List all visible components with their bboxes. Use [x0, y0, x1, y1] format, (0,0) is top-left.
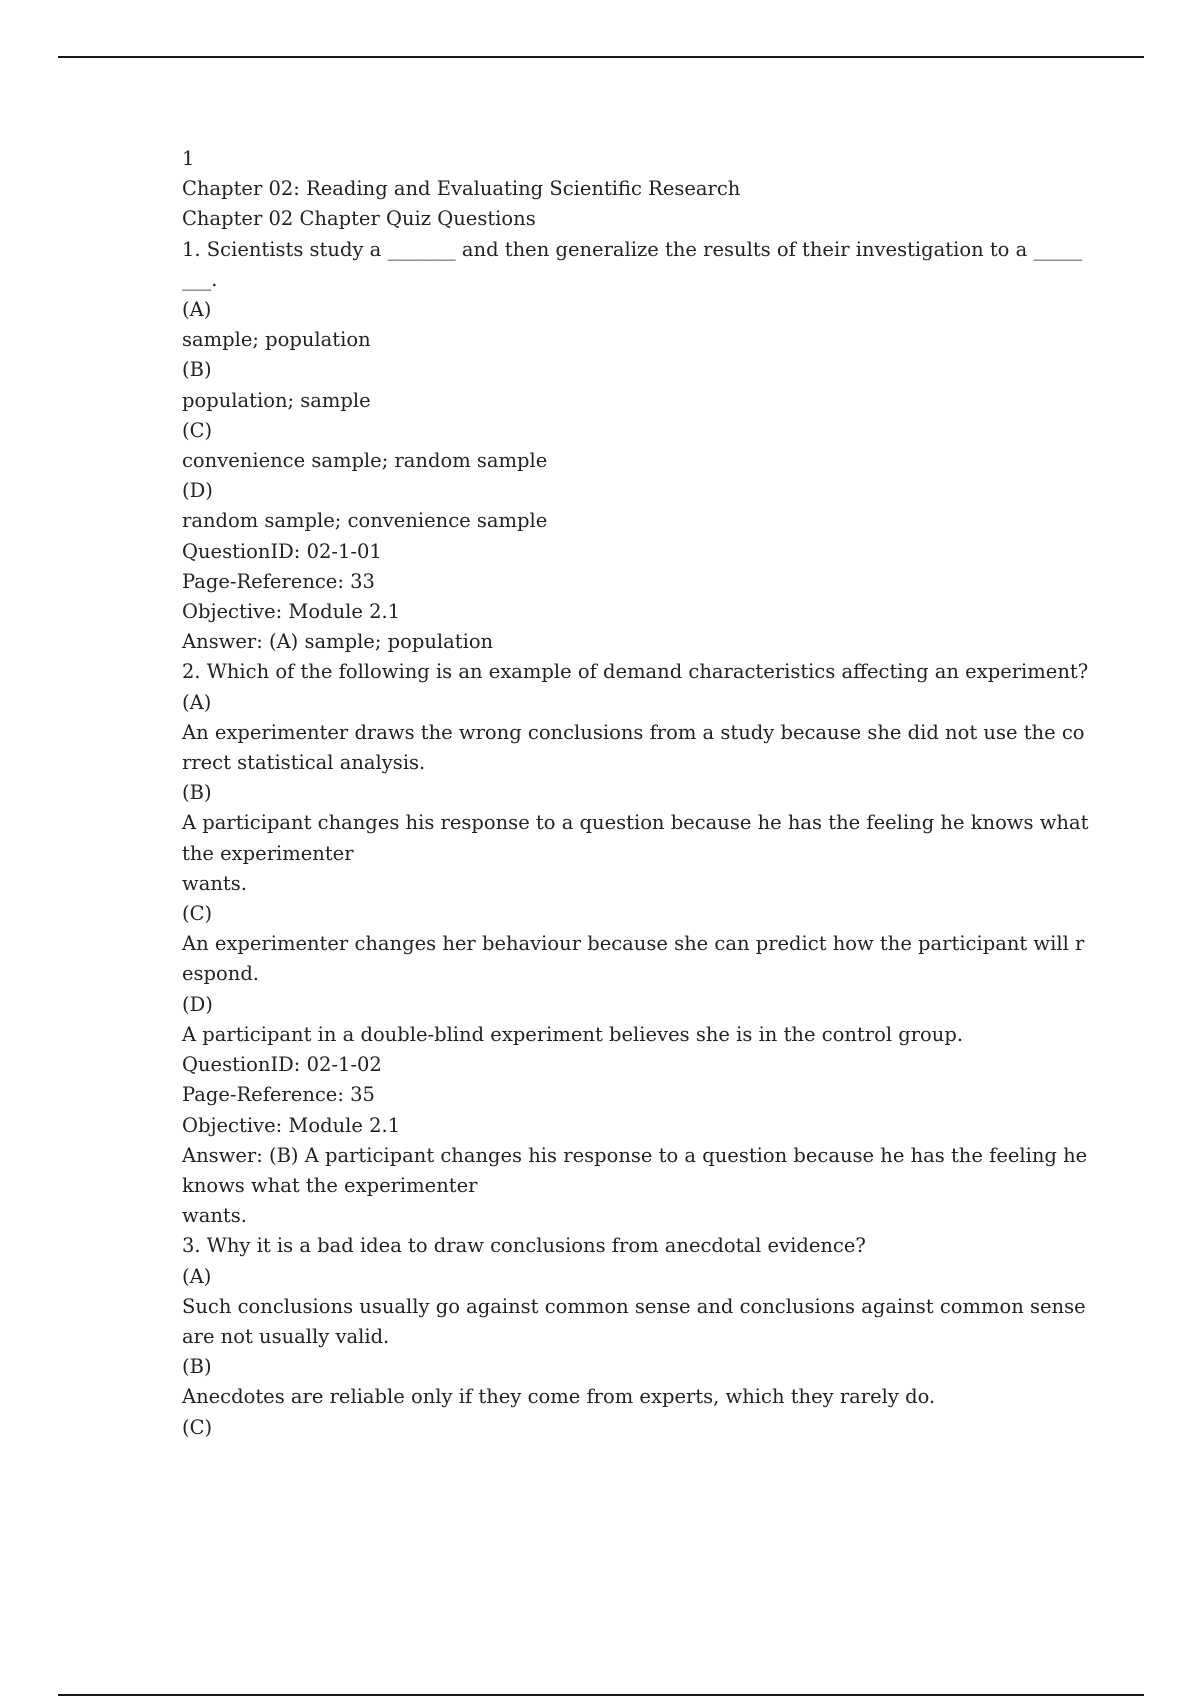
- q1-question-id: QuestionID: 02-1-01: [182, 539, 382, 563]
- q2-objective: Objective: Module 2.1: [182, 1113, 401, 1137]
- q1-answer: Answer: (A) sample; population: [182, 630, 494, 654]
- q1-stem-line-2: ___.: [182, 267, 218, 291]
- q1-option-c-label: (C): [182, 418, 213, 442]
- q2-option-b-text-line-2: the experimenter: [182, 841, 354, 865]
- q1-page-reference: Page-Reference: 33: [182, 569, 375, 593]
- q1-option-b-text: population; sample: [182, 388, 371, 412]
- page-number: 1: [182, 147, 195, 170]
- q1-stem-line-1: 1. Scientists study a _______ and then generalize the results of their investigation to a _____: [182, 237, 1083, 261]
- header-rule: [58, 56, 1144, 58]
- q3-option-c-label: (C): [182, 1415, 213, 1439]
- quiz-subtitle: Chapter 02 Chapter Quiz Questions: [182, 207, 536, 231]
- q2-answer-line-3: wants.: [182, 1204, 247, 1228]
- q3-option-a-label: (A): [182, 1264, 212, 1288]
- q2-option-a-text-line-2: rrect statistical analysis.: [182, 751, 426, 775]
- q2-option-d-label: (D): [182, 992, 213, 1016]
- q2-answer-line-2: knows what the experimenter: [182, 1173, 478, 1197]
- document-body: [182, 144, 1089, 1443]
- q2-option-d-text: A participant in a double-blind experiment believes she is in the control group.: [182, 1022, 964, 1046]
- q1-option-b-label: (B): [182, 358, 212, 382]
- q2-option-c-text-line-2: espond.: [182, 962, 260, 986]
- q2-stem: 2. Which of the following is an example of demand characteristics affecting an experiment?: [182, 660, 1089, 684]
- q1-option-d-text: random sample; convenience sample: [182, 509, 548, 533]
- q2-option-c-label: (C): [182, 902, 213, 926]
- q2-question-id: QuestionID: 02-1-02: [182, 1053, 382, 1077]
- q2-answer-line-1: Answer: (B) A participant changes his response to a question because he has the feeling he: [182, 1143, 1088, 1167]
- q3-option-a-text-line-1: Such conclusions usually go against common sense and conclusions against common sense: [182, 1294, 1086, 1318]
- q1-option-d-label: (D): [182, 479, 213, 503]
- footer-rule: [58, 1694, 1144, 1696]
- q1-objective: Objective: Module 2.1: [182, 600, 401, 624]
- q3-option-b-text: Anecdotes are reliable only if they come from experts, which they rarely do.: [182, 1385, 936, 1409]
- q3-stem: 3. Why it is a bad idea to draw conclusions from anecdotal evidence?: [182, 1234, 866, 1258]
- q2-option-b-text-line-1: A participant changes his response to a question because he has the feeling he knows what: [182, 811, 1089, 835]
- q3-option-b-label: (B): [182, 1355, 212, 1379]
- q3-option-a-text-line-2: are not usually valid.: [182, 1324, 390, 1348]
- chapter-title: Chapter 02: Reading and Evaluating Scientific Research: [182, 177, 741, 201]
- q1-option-a-text: sample; population: [182, 328, 371, 352]
- q2-option-c-text-line-1: An experimenter changes her behaviour because she can predict how the participant will r: [182, 932, 1085, 956]
- q2-page-reference: Page-Reference: 35: [182, 1083, 375, 1107]
- q2-option-a-text-line-1: An experimenter draws the wrong conclusions from a study because she did not use the co: [182, 720, 1085, 744]
- q2-option-b-label: (B): [182, 781, 212, 805]
- q1-option-c-text: convenience sample; random sample: [182, 449, 548, 473]
- q2-option-a-label: (A): [182, 690, 212, 714]
- q2-option-b-text-line-3: wants.: [182, 871, 247, 895]
- q1-option-a-label: (A): [182, 298, 212, 322]
